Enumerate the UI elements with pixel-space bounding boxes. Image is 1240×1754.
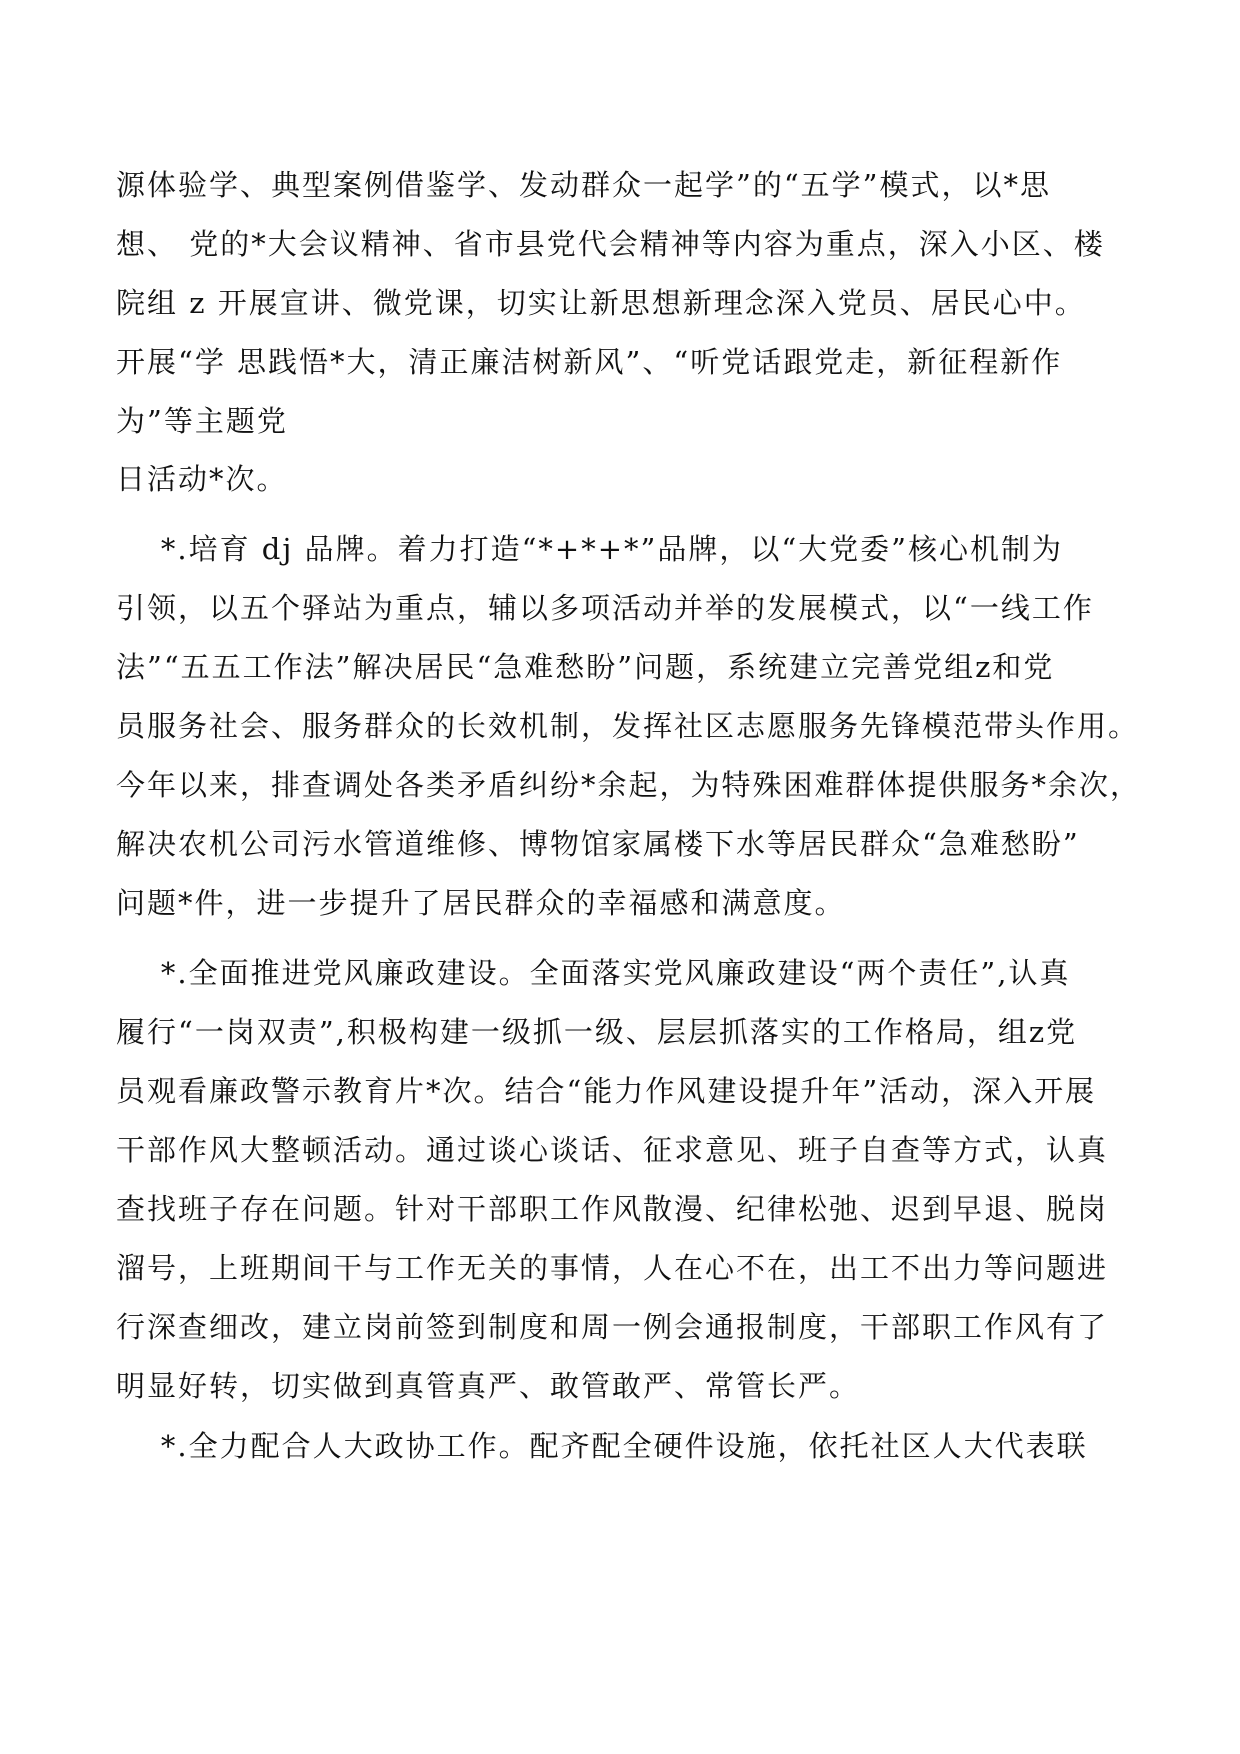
text-line: *.全面推进党风廉政建设。全面落实党风廉政建设“两个责任”,认真 (116, 956, 1071, 990)
text-line: 明显好转，切实做到真管真严、敢管敢严、常管长严。 (116, 1369, 861, 1403)
text-line: 为”等主题党 (116, 404, 288, 438)
text-line: 解决农机公司污水管道维修、博物馆家属楼下水等居民群众“急难愁盼” (116, 827, 1080, 861)
text-line: 员观看廉政警示教育片*次。结合“能力作风建设提升年”活动，深入开展 (116, 1074, 1097, 1108)
text-line: 溜号，上班期间干与工作无关的事情，人在心不在，出工不出力等问题进 (116, 1251, 1109, 1285)
text-line: *.培育 dj 品牌。着力打造“*+*+*”品牌，以“大党委”核心机制为 (116, 532, 1063, 566)
text-line: 今年以来，排查调处各类矛盾纠纷*余起，为特殊困难群体提供服务*余次， (116, 768, 1142, 802)
text-line: 行深查细改，建立岗前签到制度和周一例会通报制度，干部职工作风有了 (116, 1310, 1109, 1344)
text-line: 引领，以五个驿站为重点，辅以多项活动并举的发展模式，以“一线工作 (116, 591, 1094, 625)
text-line: 开展“学 思践悟*大，清正廉洁树新风”、“听党话跟党走，新征程新作 (116, 345, 1063, 379)
text-line: 源体验学、典型案例借鉴学、发动群众一起学”的“五学”模式，以*思 (116, 168, 1051, 202)
text-line: 日活动*次。 (116, 462, 288, 496)
text-line: 法”“五五工作法”解决居民“急难愁盼”问题，系统建立完善党组z和党 (116, 650, 1055, 684)
text-line: 院组 z 开展宣讲、微党课，切实让新思想新理念深入党员、居民心中。 (116, 286, 1086, 320)
text-line: 查找班子存在问题。针对干部职工作风散漫、纪律松弛、迟到早退、脱岗 (116, 1192, 1109, 1226)
text-line: 员服务社会、服务群众的长效机制，发挥社区志愿服务先锋模范带头作用。 (116, 709, 1140, 743)
text-line: 问题*件，进一步提升了居民群众的幸福感和满意度。 (116, 886, 846, 920)
text-line: 想、 党的*大会议精神、省市县党代会精神等内容为重点，深入小区、楼 (116, 227, 1105, 261)
text-line: 履行“一岗双责”,积极构建一级抓一级、层层抓落实的工作格局，组z党 (116, 1015, 1078, 1049)
text-line: 干部作风大整顿活动。通过谈心谈话、征求意见、班子自查等方式，认真 (116, 1133, 1109, 1167)
text-line: *.全力配合人大政协工作。配齐配全硬件设施，依托社区人大代表联 (116, 1429, 1088, 1463)
